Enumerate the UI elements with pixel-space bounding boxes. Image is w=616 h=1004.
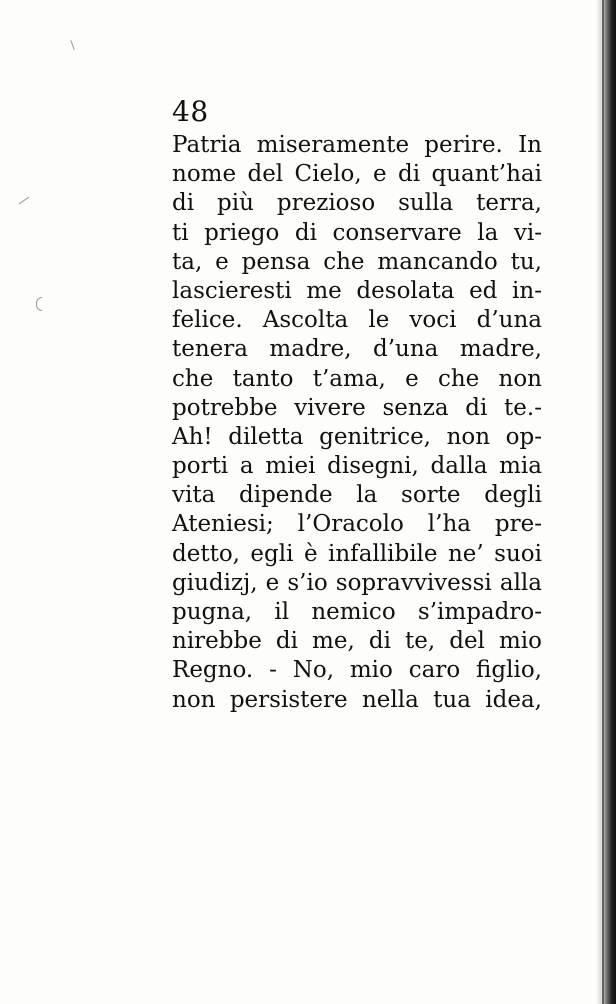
text-line: nome del Cielo, e di quant’hai — [172, 161, 542, 188]
text-line: vita dipende la sorte degli — [172, 482, 542, 509]
text-line: Regno. - No, mio caro figlio, — [172, 657, 542, 684]
text-line: nirebbe di me, di te, del mio — [172, 628, 542, 655]
text-line: Ateniesi; l’Oracolo l’ha pre- — [172, 511, 542, 538]
body-text — [172, 131, 542, 715]
text-line: detto, egli è infallibile ne’ suoi — [172, 540, 542, 567]
paper-speck — [36, 297, 42, 311]
paper-speck — [70, 40, 74, 50]
text-line: ta, e pensa che mancando tu, — [172, 248, 542, 275]
page-edge-line — [602, 0, 604, 1004]
text-line: giudizj, e s’io sopravvivessi alla — [172, 569, 542, 596]
paper-speck — [19, 197, 29, 205]
text-line: Patria miseramente perire. In — [172, 132, 542, 158]
page-edge-shadow — [596, 0, 616, 1004]
text-line: tenera madre, d’una madre, — [172, 336, 542, 363]
text-line: non persistere nella tua idea, — [172, 686, 542, 713]
text-line: di più prezioso sulla terra, — [172, 190, 542, 217]
text-line: potrebbe vivere senza di te.- — [172, 394, 542, 421]
text-line: pugna, il nemico s’impadro- — [172, 599, 542, 625]
text-line: Ah! diletta genitrice, non op- — [172, 423, 542, 450]
text-line: ti priego di conservare la vi- — [172, 219, 542, 246]
text-line: porti a miei disegni, dalla mia — [172, 453, 542, 480]
text-line: lascieresti me desolata ed in- — [172, 277, 542, 304]
page-number: 48 — [172, 95, 209, 128]
text-line: felice. Ascolta le voci d’una — [172, 307, 542, 334]
text-line: che tanto t’ama, e che non — [172, 365, 542, 392]
